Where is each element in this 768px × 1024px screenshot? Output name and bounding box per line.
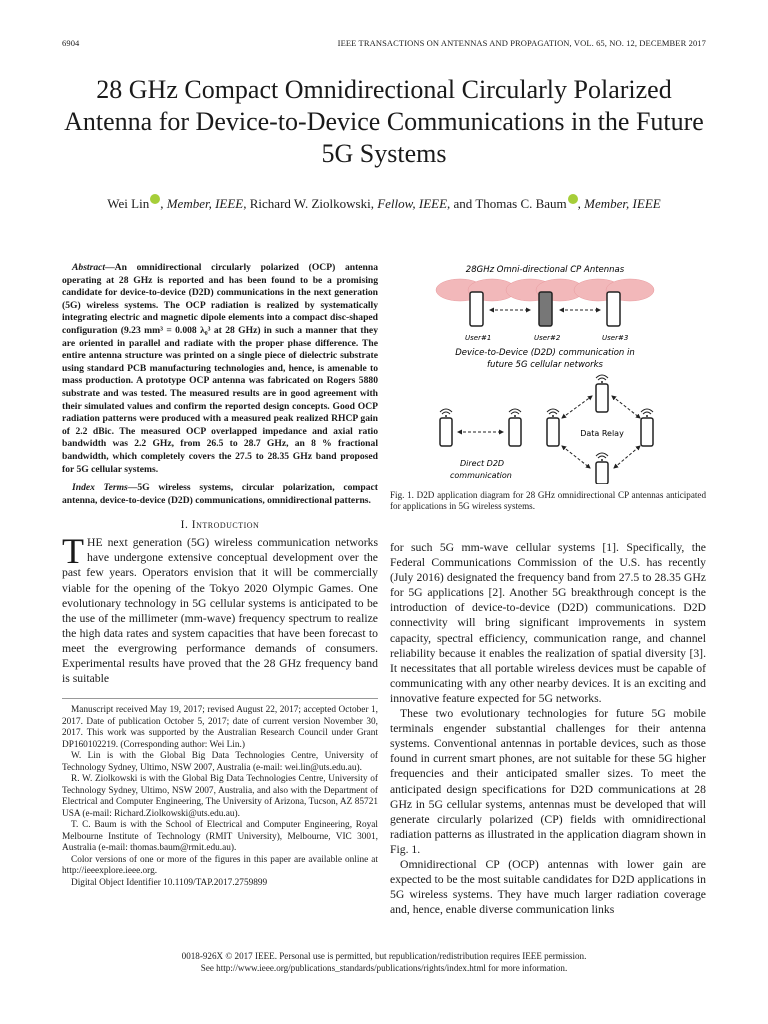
orcid-icon[interactable] — [150, 194, 160, 204]
figure-mid-label-2: future 5G cellular networks — [487, 360, 603, 370]
phone-icon — [596, 462, 608, 484]
index-terms-label: Index Terms — [72, 482, 128, 494]
footnote: R. W. Ziolkowski is with the Global Big Data Technologies Centre, University of Technology Sydney, Ultimo, NSW 2007, Australia, and also with the Department of Electrical and Computer Engineering, The University of Arizona, Tucson, AZ 85721 USA (e-mail: Richard.Ziolkowski@uts.edu.au). — [62, 774, 378, 819]
footnote: W. Lin is with the Global Big Data Technologies Centre, University of Technology Sydney, Ultimo, NSW 2007, Australia (e-mail: wei.lin@uts.edu.au). — [62, 751, 378, 773]
author-name-3: Thomas C. Baum — [475, 196, 567, 211]
paragraph: Omnidirectional CP (OCP) antennas with lower gain are expected to be the most suitable candidates for D2D applications in 5G wireless systems. They have much larger radiation coverage and, hence, enable diverse communication links — [390, 857, 706, 917]
paragraph: for such 5G mm-wave cellular systems [1]. Specifically, the Federal Communications Commission of the U.S. has recently (July 2016) designated the frequency band from 27.5 to 28.35 GHz for 5G applications [2]. Another 5G breakthrough concept is the introduction of device-to-device (D2D) communications. D2D connectivity will bring significant improvements in system capacity, spectral efficiency, communication range, and channel reliability because it enables the realization of spatial diversity [3]. It necessitates that all portable wireless devices must be capable of communicating with any other nearby devices. It is an exciting and innovative feature expected for 5G networks. — [390, 541, 706, 705]
page-number: 6904 — [62, 38, 80, 48]
journal-header: IEEE TRANSACTIONS ON ANTENNAS AND PROPAGATION, VOL. 65, NO. 12, DECEMBER 2017 — [337, 38, 706, 48]
wifi-icon — [547, 409, 559, 417]
author-line: Wei Lin , Member, IEEE, Richard W. Ziolkowski, Fellow, IEEE, and Thomas C. Baum , Member, IEEE — [107, 196, 661, 211]
phone-icon — [547, 418, 559, 446]
phone-icon — [509, 418, 521, 446]
link-arrow — [562, 446, 590, 468]
right-column-text — [390, 540, 706, 917]
phone-icon — [607, 292, 620, 326]
footnote: T. C. Baum is with the School of Electrical and Computer Engineering, Royal Melbourne Institute of Technology (RMIT University), Melbourne, VIC 3001, Australia (e-mail: thomas.baum@rmit.edu.au). — [62, 820, 378, 854]
phone-icon — [470, 292, 483, 326]
phone-icon — [539, 292, 552, 326]
author-role-2: Fellow, IEEE — [377, 196, 448, 211]
user-label-2: User#2 — [534, 334, 561, 342]
paragraph: These two evolutionary technologies for future 5G mobile terminals engender substantial challenges for their antenna systems. Conventional antennas in portable devices, such as those found in current smart phones, are not suitable for these 5G higher frequencies and their anticipated smaller sizes. To meet the anticipated design specifications for D2D communications at 28 GHz in 5G cellular systems, antennas must be developed that will generate circularly polarized (CP) fields with omnidirectional radiation patterns as illustrated in the application diagram shown in Fig. 1. — [390, 707, 706, 856]
abstract — [62, 262, 378, 476]
orcid-icon[interactable] — [568, 194, 578, 204]
data-relay-label: Data Relay — [580, 429, 624, 438]
copyright-line-1: 0018-926X © 2017 IEEE. Personal use is permitted, but republication/redistribution requires IEEE permission. — [181, 951, 587, 961]
wifi-icon — [641, 409, 653, 417]
figure-top-label: 28GHz Omni-directional CP Antennas — [465, 265, 625, 275]
direct-d2d-label-1: Direct D2D — [460, 459, 505, 468]
figure-mid-label-1: Device-to-Device (D2D) communication in — [455, 348, 635, 358]
wifi-icon — [596, 453, 608, 461]
wifi-icon — [509, 409, 521, 417]
footnote: Color versions of one or more of the figures in this paper are available online at http://ieeexplore.ieee.org. — [62, 854, 378, 877]
copyright-line-2: See http://www.ieee.org/publications_standards/publications/rights/index.html for more information. — [200, 962, 568, 973]
drop-cap: T — [62, 531, 84, 572]
author-role-1: Member, IEEE — [166, 196, 244, 211]
link-arrow — [562, 396, 592, 418]
author-name-2: Richard W. Ziolkowski — [249, 196, 371, 211]
wifi-icon — [440, 409, 452, 417]
direct-d2d-label-2: communication — [450, 471, 512, 480]
link-arrow — [612, 396, 640, 418]
phone-icon — [440, 418, 452, 446]
intro-paragraph: THE next generation (5G) wireless communication networks have undergone extensive conceptual development over the past few years. Operators envision that it will be commercially viable for the opening of the Tokyo 2020 Olympic Games. One evolutionary technology in 5G cellular systems is anticipated to be the use of the millimeter (mm-wave) frequency spectrum to realize the high data rates and system capacities that have been forecast to meet the evergrowing performance demands of consumers. Experimental results have proved that the 28 GHz frequency band is suitable — [62, 531, 378, 686]
index-terms — [62, 482, 378, 507]
link-arrow — [614, 446, 640, 468]
user-label-3: User#3 — [602, 334, 629, 342]
section-heading: I. Introduction — [180, 519, 260, 532]
abstract-text: —An omnidirectional circularly polarized (OCP) antenna operating at 28 GHz is reported and has been found to be a promising candidate for device-to-device (D2D) communications in the next generation (5G) wireless systems. The OCP radiation is realized by systematically integrating electric and magnetic dipole elements into a compact disc-shaped configuration (9.23 mm³ = 0.008 λ₀³ at 28 GHz) in such a manner that they are oriented in parallel and radiate with the proper phase difference. The entire antenna structure was printed on a single piece of dielectric substrate using standard PCB manufacturing technologies and, hence, is amenable to mass production. A prototype OCP antenna was fabricated on Rogers 5880 substrate and was tested. The measured results are in good agreement with their simulated values and confirm the reported design concepts. Good OCP radiation patterns were produced with a measured peak realized RHCP gain of 2.2 dBic. The measured OCP overlapped impedance and axial ratio bandwidth was 2.2 GHz, from 26.5 to 28.7 GHz, an 8 % fractional bandwidth, which completely covers the 27.5 to 28.35 GHz band proposed for 5G cellular systems. — [62, 262, 378, 475]
author-name-1: Wei Lin — [107, 196, 150, 211]
left-column — [62, 262, 378, 889]
footnote: Manuscript received May 19, 2017; revised August 22, 2017; accepted October 1, 2017. Date of publication October 5, 2017; date of current version November 30, 2017. This work was supported by the Australian Research Council under Grant DP160102219. (Corresponding author: Wei Lin.) — [62, 705, 378, 750]
wifi-icon — [596, 375, 608, 383]
paper-title: 28 GHz Compact Omnidirectional Circularly Polarized Antenna for Device-to-Device Communications in the Future 5G Systems — [64, 75, 704, 168]
copyright-notice — [62, 951, 706, 974]
author-role-3: Member, IEEE — [584, 196, 661, 211]
user-label-1: User#1 — [465, 334, 492, 342]
footnotes — [62, 698, 378, 889]
figure-caption: Fig. 1. D2D application diagram for 28 GHz omnidirectional CP antennas anticipated for applications in 5G wireless systems. — [390, 490, 706, 512]
phone-icon — [596, 384, 608, 412]
footnote: Digital Object Identifier 10.1109/TAP.2017.2759899 — [71, 877, 268, 888]
index-terms-text: —5G wireless systems, circular polarization, compact antenna, device-to-device (D2D) communications, omnidirectional patterns. — [62, 482, 378, 506]
phone-icon — [641, 418, 653, 446]
figure-1-diagram — [420, 262, 670, 484]
abstract-label: Abstract — [72, 262, 106, 273]
